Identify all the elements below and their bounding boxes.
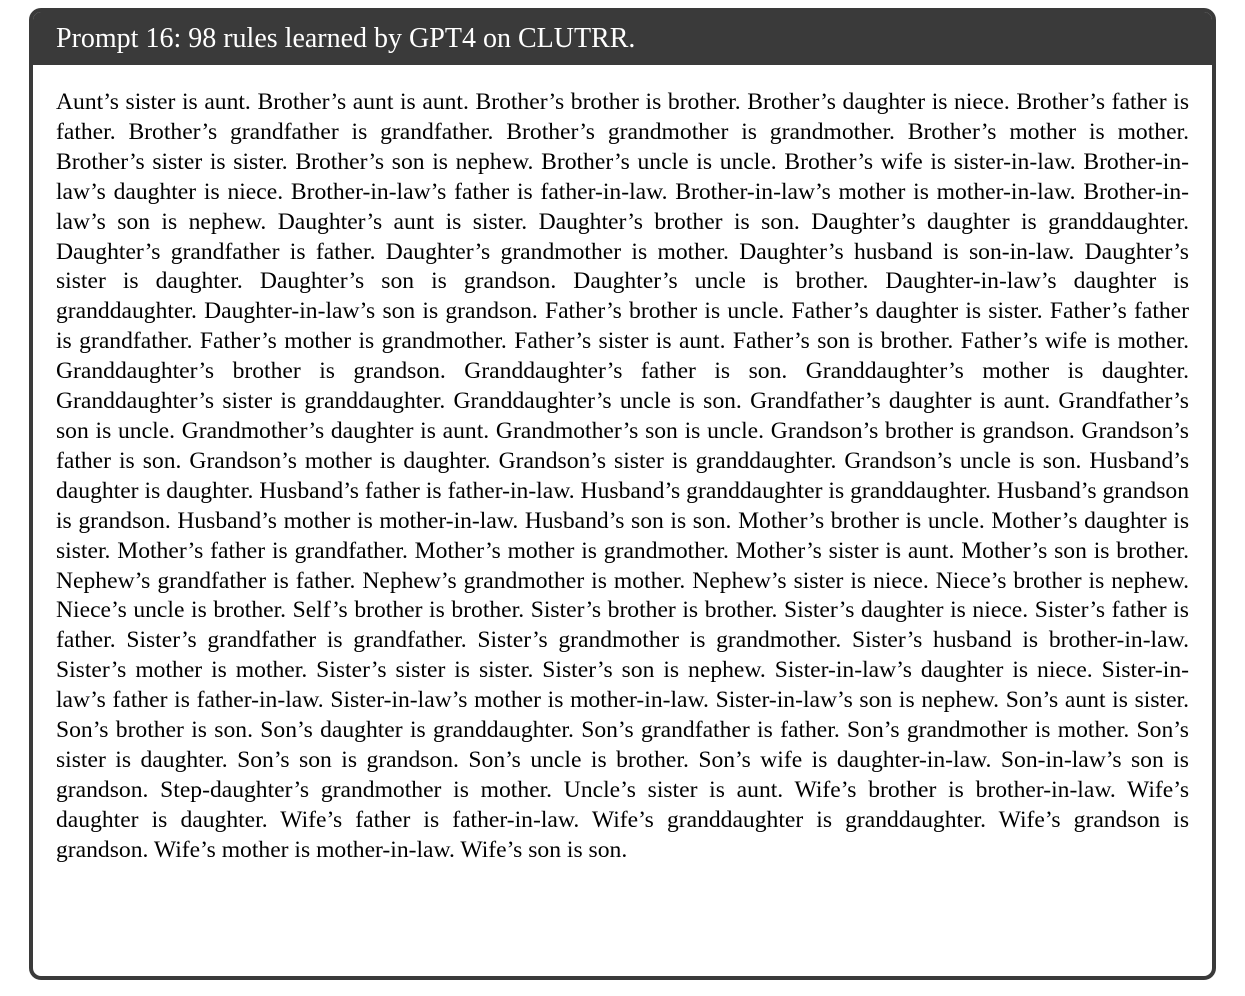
rules-text: Aunt’s sister is aunt. Brother’s aunt is aunt. Brother’s brother is brother. Brother’s daughter is niece. Brother’s father is father. Brother’s grandfather is grandfather. Brother’s grandmother is grandmother. Brother’s mother is mother. Brother’s sister is sister. Brother’s son is nephew. Brother’s uncle is uncle. Brother’s wife is sister-in-law. Brother-in-law’s daughter is niece. Brother-in-law’s father is father-in-law. Brother-in-law’s mother is mother-in-law. Brother-in-law’s son is nephew. Daughter’s aunt is sister. Daughter’s brother is son. Daughter’s daughter is granddaughter. Daughter’s grandfather is father. Daughter’s grandmother is mother. Daughter’s husband is son-in-law. Daughter’s sister is daughter. Daughter’s son is grandson. Daughter’s uncle is brother. Daughter-in-law’s daughter is granddaughter. Daughter-in-law’s son is grandson. Father’s brother is uncle. Father’s daughter is sister. Father’s father is grandfather. Father’s mother is grandmother. Father’s sister is aunt. Father’s son is brother. Father’s wife is mother. Granddaughter’s brother is grandson. Granddaughter’s father is son. Granddaughter’s mother is daughter. Granddaughter’s sister is granddaughter. Granddaughter’s uncle is son. Grandfather’s daughter is aunt. Grandfather’s son is uncle. Grandmother’s daughter is aunt. Grandmother’s son is uncle. Grandson’s brother is grandson. Grandson’s father is son. Grandson’s mother is daughter. Grandson’s sister is granddaughter. Grandson’s uncle is son. Husband’s daughter is daughter. Husband’s father is father-in-law. Husband’s granddaughter is granddaughter. Husband’s grandson is grandson. Husband’s mother is mother-in-law. Husband’s son is son. Mother’s brother is uncle. Mother’s daughter is sister. Mother’s father is grandfather. Mother’s mother is grandmother. Mother’s sister is aunt. Mother’s son is brother. Nephew’s grandfather is father. Nephew’s grandmother is mother. Nephew’s sister is niece. Niece’s brother is nephew. Niece’s uncle is brother. Self’s brother is brother. Sister’s brother is brother. Sister’s daughter is niece. Sister’s father is father. Sister’s grandfather is grandfather. Sister’s grandmother is grandmother. Sister’s husband is brother-in-law. Sister’s mother is mother. Sister’s sister is sister. Sister’s son is nephew. Sister-in-law’s daughter is niece. Sister-in-law’s father is father-in-law. Sister-in-law’s mother is mother-in-law. Sister-in-law’s son is nephew. Son’s aunt is sister. Son’s brother is son. Son’s daughter is granddaughter. Son’s grandfather is father. Son’s grandmother is mother. Son’s sister is daughter. Son’s son is grandson. Son’s uncle is brother. Son’s wife is daughter-in-law. Son-in-law’s son is grandson. Step-daughter’s grandmother is mother. Uncle’s sister is aunt. Wife’s brother is brother-in-law. Wife’s daughter is daughter. Wife’s father is father-in-law. Wife’s granddaughter is granddaughter. Wife’s grandson is grandson. Wife’s mother is mother-in-law. Wife’s son is son.	[56, 89, 1189, 863]
prompt-box	[29, 8, 1216, 980]
prompt-title: Prompt 16: 98 rules learned by GPT4 on CLUTRR.	[33, 12, 1212, 65]
